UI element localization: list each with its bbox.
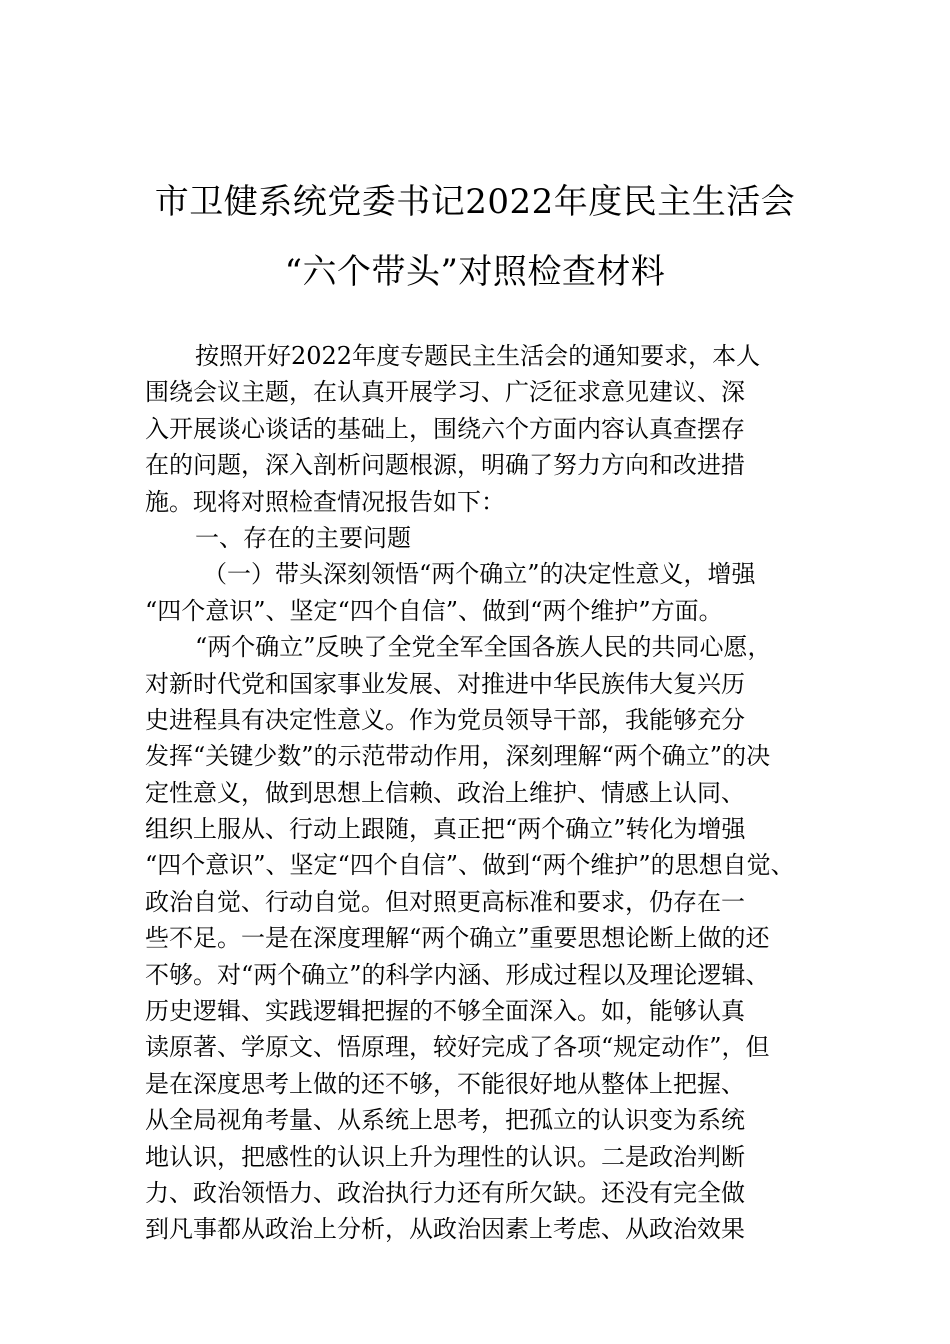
- paragraph-line: 读原著、学原文、悟原理，较好完成了各项“规定动作”，但: [145, 1033, 770, 1062]
- paragraph-line: 从全局视角考量、从系统上思考，把孤立的认识变为系统: [145, 1106, 745, 1135]
- paragraph-line: 地认识，把感性的认识上升为理性的认识。二是政治判断: [145, 1142, 745, 1171]
- paragraph-line: 按照开好2022年度专题民主生活会的通知要求，本人: [195, 342, 761, 370]
- section-heading: 一、存在的主要问题: [195, 523, 411, 552]
- document-body: [145, 338, 805, 1248]
- paragraph-line: 力、政治领悟力、政治执行力还有所欠缺。还没有完全做: [145, 1178, 745, 1207]
- paragraph-line: “两个确立”反映了全党全军全国各族人民的共同心愿，: [195, 633, 772, 662]
- subsection-heading-cont: “四个意识”、坚定“四个自信”、做到“两个维护”方面。: [145, 596, 723, 625]
- paragraph-line: 围绕会议主题，在认真开展学习、广泛征求意见建议、深: [145, 378, 745, 407]
- paragraph-line: 对新时代党和国家事业发展、对推进中华民族伟大复兴历: [145, 669, 745, 698]
- paragraph-line: 历史逻辑、实践逻辑把握的不够全面深入。如，能够认真: [145, 997, 745, 1026]
- paragraph-line: “四个意识”、坚定“四个自信”、做到“两个维护”的思想自觉、: [145, 851, 795, 880]
- paragraph-line: 到凡事都从政治上分析，从政治因素上考虑、从政治效果: [145, 1215, 745, 1244]
- paragraph-line: 史进程具有决定性意义。作为党员领导干部，我能够充分: [145, 705, 745, 734]
- paragraph-line: 不够。对“两个确立”的科学内涵、形成过程以及理论逻辑、: [145, 960, 770, 989]
- document-title-line2: “六个带头”对照检查材料: [284, 252, 666, 292]
- paragraph-line: 些不足。一是在深度理解“两个确立”重要思想论断上做的还: [145, 924, 770, 953]
- paragraph-line: 组织上服从、行动上跟随，真正把“两个确立”转化为增强: [145, 815, 746, 844]
- paragraph-line: 入开展谈心谈话的基础上，围绕六个方面内容认真查摆存: [145, 414, 745, 443]
- paragraph-line: 政治自觉、行动自觉。但对照更高标准和要求，仍存在一: [145, 887, 745, 916]
- paragraph-line: 是在深度思考上做的还不够，不能很好地从整体上把握、: [145, 1069, 745, 1098]
- paragraph-line: 在的问题，深入剖析问题根源，明确了努力方向和改进措: [145, 451, 745, 480]
- paragraph-line: 定性意义，做到思想上信赖、政治上维护、情感上认同、: [145, 778, 745, 807]
- subsection-heading: （一）带头深刻领悟“两个确立”的决定性意义，增强: [203, 560, 756, 589]
- paragraph-line: 施。现将对照检查情况报告如下：: [145, 487, 505, 516]
- paragraph-line: 发挥“关键少数”的示范带动作用，深刻理解“两个确立”的决: [145, 742, 771, 771]
- document-title-line1: 市卫健系统党委书记2022年度民主生活会: [154, 182, 796, 222]
